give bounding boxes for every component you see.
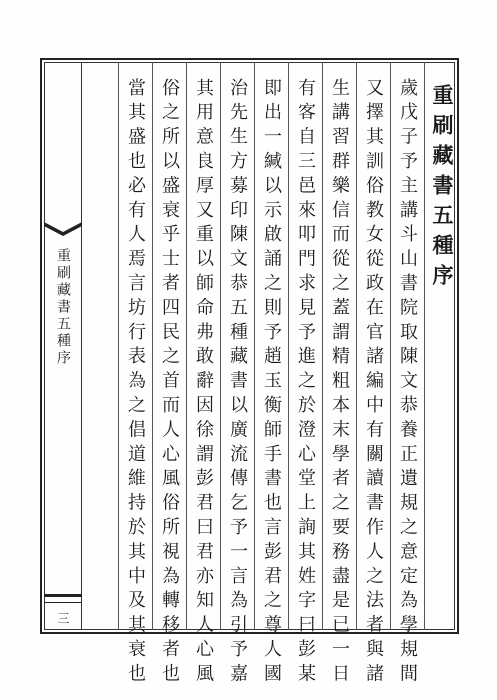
column-rule — [254, 62, 255, 630]
column-rule — [356, 62, 357, 630]
block-heart-book-title: 重刷藏書五種序 — [55, 248, 71, 367]
column-rule — [118, 62, 119, 630]
text-column: 俗之所以盛衰乎士者四民之首而人心風俗所視為轉移者也 — [159, 78, 180, 688]
text-column: 有客自三邑來叩門求見予進之於澄心堂上詢其姓字曰彭某 — [295, 78, 316, 688]
text-column: 歲戊子予主講斗山書院取陳文恭養正遺規之意定為學規間 — [397, 78, 418, 688]
column-rule — [186, 62, 187, 630]
column-rule — [390, 62, 391, 630]
column-rule — [288, 62, 289, 630]
column-rule — [424, 62, 425, 630]
text-column: 生講習群樂信而從之蓋謂精粗本末學者之要務盡是已一日 — [329, 78, 350, 688]
page-number: 三 — [56, 612, 70, 624]
preface-title: 重刷藏書五種序 — [430, 84, 455, 294]
text-column: 即出一緘以示啟誦之則予趙玉衡師手書也言彭君之尊人國 — [261, 78, 282, 688]
text-column: 其用意良厚又重以師命弗敢辭因徐謂彭君曰君亦知人心風 — [193, 78, 214, 688]
fishtail-top-ornament — [44, 222, 82, 236]
text-column: 當其盛也必有人焉言坊行表為之倡道維持於其中及其衰也 — [125, 78, 146, 688]
column-rule — [220, 62, 221, 630]
block-heart-column — [44, 62, 82, 630]
fishtail-bottom-ornament — [44, 594, 82, 608]
text-column: 治先生方募印陳文恭五種藏書以廣流傳乞予一言為引予嘉 — [227, 78, 248, 688]
text-column: 又擇其訓俗教女從政在官諸編中有關讀書作人之法者與諸 — [363, 78, 384, 688]
column-rule — [152, 62, 153, 630]
column-rule — [322, 62, 323, 630]
